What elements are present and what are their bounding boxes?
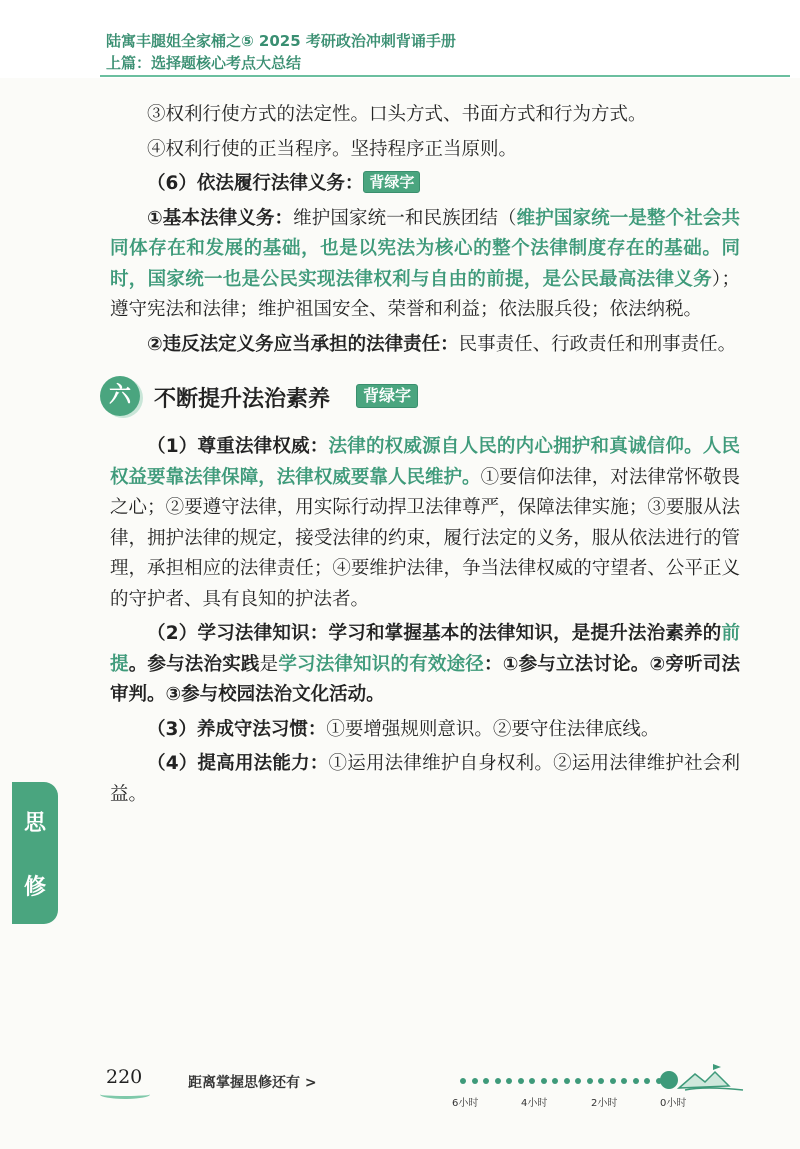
paragraph-basic-duties — [110, 204, 740, 326]
chapter-title: 上篇：选择题核心考点大总结 — [106, 54, 302, 72]
progress-dot — [495, 1078, 501, 1084]
progress-dots — [460, 1078, 670, 1084]
tick-label-0h: 0小时 — [660, 1098, 687, 1109]
liability-label: ②违反法定义务应当承担的法律责任： — [147, 333, 459, 355]
respect-authority-text: ①要信仰法律，对法律常怀敬畏之心；②要遵守法律，用实际行动捍卫法律尊严，保障法律实施；③要服从法律，拥护法律的规定，接受法律的约束，履行法定的义务，服从依法进行的管理，承担相应的法律责任；④要维护法律，争当法律权威的守望者、公平正义的守护者、具有良知的护法者。 — [110, 466, 740, 610]
section-title: 不断提升法治素养 — [154, 387, 331, 412]
page-header — [0, 0, 800, 78]
progress-dot — [541, 1078, 547, 1084]
memorize-green-tag: 背绿字 — [363, 171, 420, 193]
learn-law-highlight-1: 前提 — [110, 623, 740, 675]
subject-side-tab — [12, 782, 58, 924]
progress-dot — [621, 1078, 627, 1084]
paragraph-liability — [110, 330, 740, 361]
use-law-text: ①运用法律维护自身权利。②运用法律维护社会利益。 — [110, 753, 740, 805]
side-tab-char-1: 思 — [23, 811, 46, 836]
progress-dot — [598, 1078, 604, 1084]
basic-duties-text-1: 维护国家统一和民族团结（ — [293, 207, 517, 229]
countdown-label: 距离掌握思修还有 > — [188, 1075, 317, 1091]
duty-heading-label: （6）依法履行法律义务： — [147, 173, 364, 194]
progress-dot — [518, 1078, 524, 1084]
basic-duties-label: ①基本法律义务： — [147, 207, 294, 229]
progress-dot — [564, 1078, 570, 1084]
law-habit-text: ①要增强规则意识。②要守住法律底线。 — [326, 718, 660, 740]
page-number-underline — [100, 1090, 150, 1099]
paragraph-right-procedure: ④权利行使的正当程序。坚持程序正当原则。 — [147, 138, 518, 160]
learn-law-text-3: 是 — [259, 653, 279, 675]
learn-law-highlight-2: 学习法律知识的有效途径 — [278, 653, 485, 675]
section-memorize-tag: 背绿字 — [356, 384, 418, 408]
basic-duties-highlight: 维护国家统一是整个社会共同体存在和发展的基础，也是以宪法为核心的整个法律制度存在的基础。同时，国家统一也是公民实现法律权利与自由的前提，是公民最高法律义务 — [110, 207, 740, 290]
law-habit-label: （3）养成守法习惯： — [147, 718, 327, 740]
learn-law-text-1: 学习和掌握基本的法律知识，是提升法治素养的 — [328, 623, 722, 644]
progress-dot — [529, 1078, 535, 1084]
progress-dot — [460, 1078, 466, 1084]
paragraph-right-form: ③权利行使方式的法定性。口头方式、书面方式和行为方式。 — [147, 104, 647, 125]
mountain-flag-decoration-icon — [655, 1062, 751, 1094]
paragraph-duty-heading — [110, 169, 740, 200]
page-number: 220 — [106, 1066, 143, 1088]
progress-dot — [587, 1078, 593, 1084]
learn-law-text-2: 。参与法治实践 — [128, 653, 260, 675]
paragraph-learn-law — [110, 619, 740, 711]
tick-label-2h: 2小时 — [591, 1098, 618, 1109]
progress-dot — [610, 1078, 616, 1084]
respect-authority-highlight: 法律的权威源自人民的内心拥护和真诚信仰。人民权益要靠法律保障，法律权威要靠人民维护。 — [110, 436, 740, 488]
page-content — [110, 100, 740, 814]
basic-duties-text-2: ）；遵守宪法和法律；维护祖国安全、荣誉和利益；依法服兵役；依法纳税。 — [110, 268, 740, 320]
paragraph-respect-authority — [110, 432, 740, 615]
progress-dot — [472, 1078, 478, 1084]
progress-dot — [633, 1078, 639, 1084]
progress-dot — [506, 1078, 512, 1084]
use-law-label: （4）提高用法能力： — [147, 753, 329, 774]
header-divider — [100, 75, 790, 77]
book-title: 陆寓丰腿姐全家桶之⑤ 2025 考研政治冲刺背诵手册 — [106, 32, 456, 50]
section-heading — [100, 374, 740, 422]
progress-dot — [575, 1078, 581, 1084]
section-number-badge: 六 — [100, 376, 140, 416]
tick-label-6h: 6小时 — [452, 1098, 479, 1109]
paragraph-law-habit — [110, 715, 740, 746]
learn-law-label: （2）学习法律知识： — [147, 623, 329, 644]
liability-text: 民事责任、行政责任和刑事责任。 — [458, 333, 737, 355]
progress-dot — [644, 1078, 650, 1084]
tick-label-4h: 4小时 — [521, 1098, 548, 1109]
progress-dot — [483, 1078, 489, 1084]
respect-authority-label: （1）尊重法律权威： — [147, 436, 329, 457]
paragraph-use-law — [110, 749, 740, 810]
progress-dot — [552, 1078, 558, 1084]
learn-law-text-4: ：①参与立法讨论。②旁听司法审判。③参与校园法治文化活动。 — [110, 653, 740, 705]
side-tab-char-2: 修 — [23, 875, 46, 900]
